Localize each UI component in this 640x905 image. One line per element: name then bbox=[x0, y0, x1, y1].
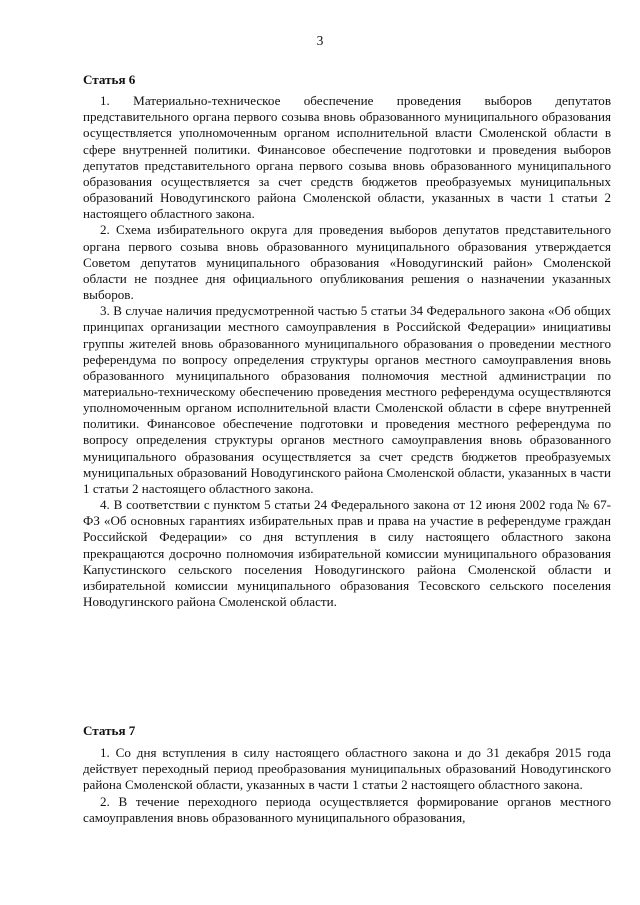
article-6-paragraph-2: 2. Схема избирательного округа для проведения выборов депутатов представительного органа первого созыва вновь образованного муниципального образования утверждается Советом депутатов муниципального образования «Новодугинский район» Смоленской области не позднее дня официального опубликования решения о назначении указанных выборов. bbox=[83, 222, 611, 303]
article-7-paragraph-1: 1. Со дня вступления в силу настоящего областного закона и до 31 декабря 2015 года действует переходный период преобразования муниципальных образований Новодугинского района Смоленской области, указанных в части 1 статьи 2 настоящего областного закона. bbox=[83, 745, 611, 793]
article-7 bbox=[83, 723, 611, 826]
article-6 bbox=[83, 72, 611, 610]
article-6-paragraph-1: 1. Материально-техническое обеспечение проведения выборов депутатов представительного органа первого созыва вновь образованного муниципального образования осуществляется уполномоченным органом исполнительной власти Смоленской области в сфере внутренней политики. Финансовое обеспечение подготовки и проведения выборов депутатов представительного органа первого созыва вновь образованного муниципального образования осуществляется за счет средств бюджетов преобразуемых муниципальных образований Новодугинского района Смоленской области, указанных в части 1 статьи 2 настоящего областного закона. bbox=[83, 93, 611, 222]
article-7-heading: Статья 7 bbox=[83, 723, 136, 738]
article-6-heading: Статья 6 bbox=[83, 72, 136, 87]
page-number: 3 bbox=[316, 33, 324, 48]
article-6-paragraph-3: 3. В случае наличия предусмотренной частью 5 статьи 34 Федерального закона «Об общих принципах организации местного самоуправления в Российской Федерации» инициативы группы жителей вновь образованного муниципального образования о проведении местного референдума по вопросу определения структуры органов местного самоуправления вновь образованного муниципального образования полномочия местной администрации по материально-техническому обеспечению проведения местного референдума осуществляются уполномоченным органом исполнительной власти Смоленской области в сфере внутренней политики. Финансовое обеспечение подготовки и проведения местного референдума по вопросу определения структуры органов местного самоуправления вновь образованного муниципального образования осуществляется за счет средств бюджетов преобразуемых муниципальных образований Новодугинского района Смоленской области, указанных в части 1 статьи 2 настоящего областного закона. bbox=[83, 303, 611, 496]
article-7-paragraph-2: 2. В течение переходного периода осуществляется формирование органов местного самоуправления вновь образованного муниципального образования, bbox=[83, 793, 611, 825]
article-6-paragraph-4: 4. В соответствии с пунктом 5 статьи 24 Федерального закона от 12 июня 2002 года № 67-ФЗ «Об основных гарантиях избирательных прав и права на участие в референдуме граждан Российской Федерации» со дня вступления в силу настоящего областного закона прекращаются досрочно полномочия избирательной комиссии муниципального образования Капустинского сельского поселения Новодугинского района Смоленской области и избирательной комиссии муниципального образования Тесовского сельского поселения Новодугинского района Смоленской области. bbox=[83, 497, 611, 609]
